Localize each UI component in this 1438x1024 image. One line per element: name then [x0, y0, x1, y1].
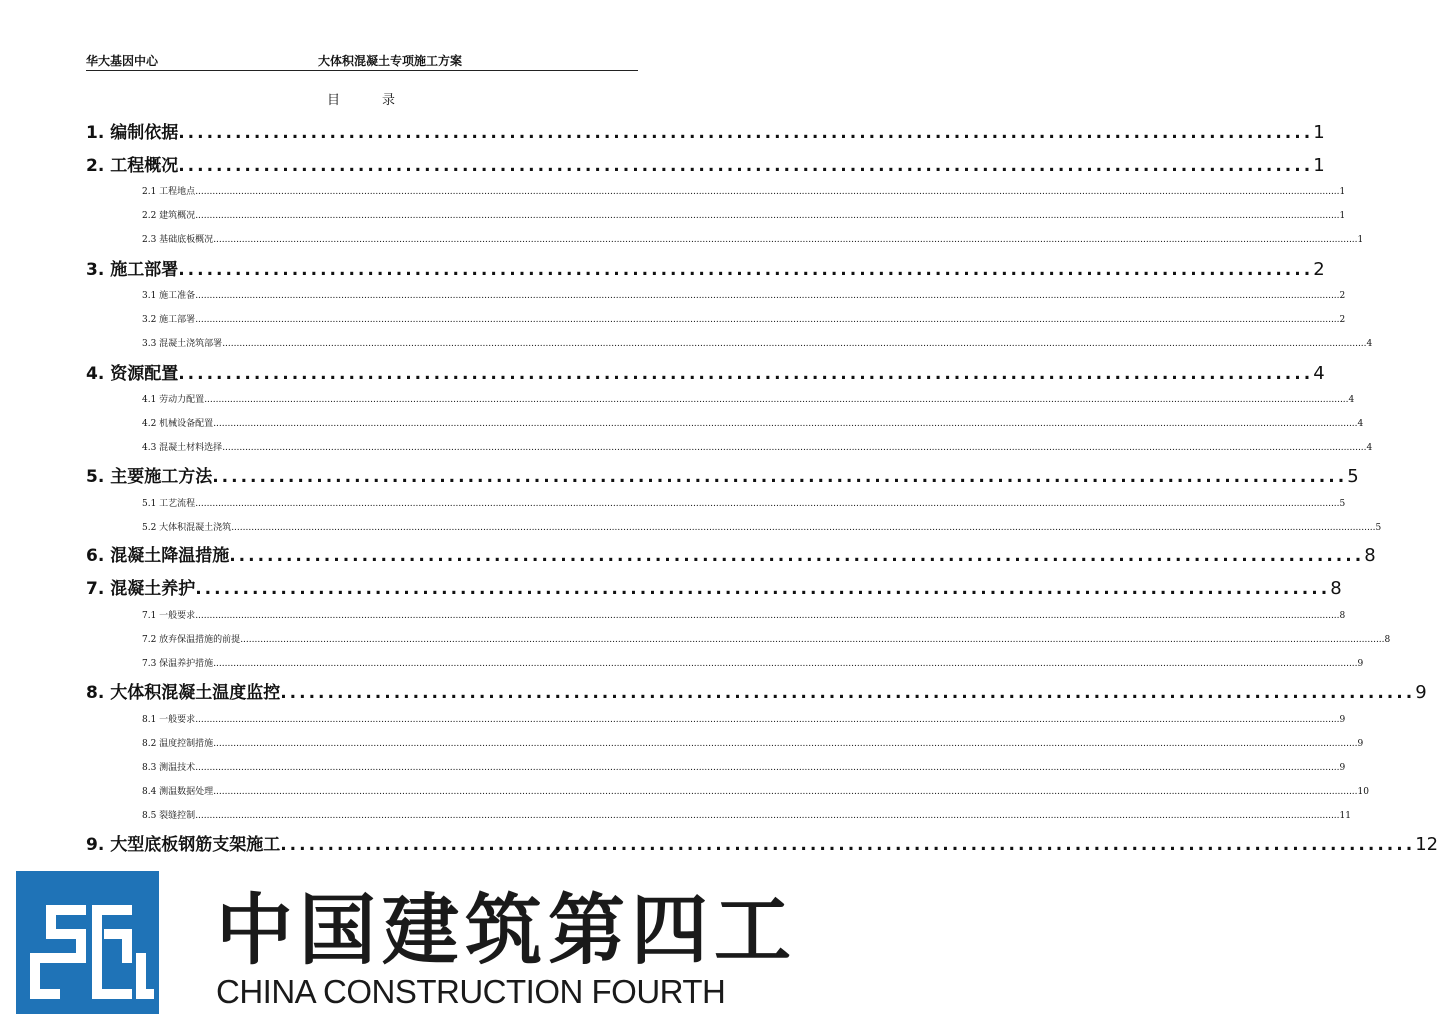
toc-section-entry[interactable]	[142, 760, 1346, 774]
cscec-logo-icon	[16, 871, 159, 1014]
toc-page-number: 1	[1339, 211, 1346, 221]
toc-section-entry[interactable]	[142, 608, 1346, 622]
toc-page-number: 8	[1364, 545, 1376, 566]
toc-section-entry[interactable]	[142, 712, 1346, 726]
toc-page-number: 11	[1339, 811, 1351, 821]
toc-section-entry[interactable]	[142, 288, 1346, 302]
toc-page-number: 9	[1415, 682, 1427, 703]
toc-leader-dots: ................................................................................................................................................................................................................................................................................................................................................................................................................	[222, 339, 1367, 349]
toc-page-number: 9	[1339, 763, 1346, 773]
toc-leader-dots: ........................................................................................................................	[280, 835, 1416, 855]
toc-section-entry[interactable]	[142, 656, 1364, 670]
toc-page-number: 4	[1348, 395, 1355, 405]
toc-section-entry[interactable]	[142, 184, 1346, 198]
toc-entry-label: 8.5 裂缝控制	[142, 811, 196, 821]
toc-leader-dots: ........................................................................................................................	[178, 260, 1314, 280]
toc-entry-label: 5.2 大体积混凝土浇筑	[142, 523, 232, 533]
toc-leader-dots: ........................................................................................................................	[178, 123, 1314, 143]
toc-entry-label: 3.1 施工准备	[142, 291, 196, 301]
header-left-text: 华大基因中心	[86, 54, 159, 68]
toc-entry-label: 2.2 建筑概况	[142, 211, 196, 221]
toc-entry-label: 9. 大型底板钢筋支架施工	[86, 835, 281, 855]
header-document-title: 大体积混凝土专项施工方案	[318, 54, 463, 68]
toc-section-entry[interactable]	[142, 312, 1346, 326]
toc-page-number: 1	[1313, 122, 1325, 143]
toc-leader-dots: ................................................................................................................................................................................................................................................................................................................................................................................................................	[213, 419, 1358, 429]
toc-leader-dots: ................................................................................................................................................................................................................................................................................................................................................................................................................	[195, 499, 1340, 509]
toc-page-number: 4	[1366, 339, 1373, 349]
page-header	[86, 50, 638, 71]
toc-page-number: 2	[1313, 259, 1325, 280]
toc-leader-dots: ................................................................................................................................................................................................................................................................................................................................................................................................................	[204, 395, 1349, 405]
toc-page-number: 1	[1339, 187, 1346, 197]
toc-entry-label: 4.3 混凝土材料选择	[142, 443, 223, 453]
toc-entry-label: 5. 主要施工方法	[86, 467, 213, 487]
toc-section-entry[interactable]	[142, 416, 1364, 430]
company-name-chinese: 中国建筑第四工	[216, 887, 797, 976]
toc-entry-label: 4.1 劳动力配置	[142, 395, 205, 405]
toc-leader-dots: ................................................................................................................................................................................................................................................................................................................................................................................................................	[195, 211, 1340, 221]
toc-section-entry[interactable]	[142, 736, 1364, 750]
toc-heading-part1: 目	[326, 93, 342, 108]
toc-chapter-entry[interactable]	[86, 830, 1438, 856]
toc-leader-dots: ................................................................................................................................................................................................................................................................................................................................................................................................................	[240, 635, 1385, 645]
toc-leader-dots: ................................................................................................................................................................................................................................................................................................................................................................................................................	[213, 659, 1358, 669]
toc-leader-dots: ................................................................................................................................................................................................................................................................................................................................................................................................................	[195, 763, 1340, 773]
toc-leader-dots: ................................................................................................................................................................................................................................................................................................................................................................................................................	[195, 811, 1340, 821]
toc-heading-part2: 录	[382, 93, 398, 108]
toc-entry-label: 4. 资源配置	[86, 364, 179, 384]
toc-entry-label: 1. 编制依据	[86, 123, 179, 143]
toc-page-number: 4	[1313, 363, 1325, 384]
toc-page-number: 9	[1357, 739, 1364, 749]
toc-leader-dots: ................................................................................................................................................................................................................................................................................................................................................................................................................	[213, 787, 1358, 797]
toc-leader-dots: ................................................................................................................................................................................................................................................................................................................................................................................................................	[222, 443, 1367, 453]
toc-section-entry[interactable]	[142, 784, 1369, 798]
toc-page-number: 8	[1330, 578, 1342, 599]
toc-leader-dots: ................................................................................................................................................................................................................................................................................................................................................................................................................	[195, 315, 1340, 325]
toc-entry-label: 4.2 机械设备配置	[142, 419, 214, 429]
toc-section-entry[interactable]	[142, 632, 1391, 646]
toc-chapter-entry[interactable]	[86, 462, 1359, 488]
toc-page-number: 5	[1347, 466, 1359, 487]
toc-page-number: 10	[1357, 787, 1369, 797]
company-name-english: CHINA CONSTRUCTION FOURTH	[216, 973, 726, 1010]
toc-chapter-entry[interactable]	[86, 359, 1325, 385]
cscec-logo	[16, 871, 159, 1014]
toc-page-number: 9	[1357, 659, 1364, 669]
toc-section-entry[interactable]	[142, 232, 1364, 246]
toc-page-number: 2	[1339, 291, 1346, 301]
toc-section-entry[interactable]	[142, 440, 1373, 454]
toc-entry-label: 3. 施工部署	[86, 260, 179, 280]
toc-section-entry[interactable]	[142, 336, 1373, 350]
toc-leader-dots: ........................................................................................................................	[178, 364, 1314, 384]
toc-heading	[0, 89, 724, 108]
toc-section-entry[interactable]	[142, 496, 1346, 510]
toc-page-number: 8	[1384, 635, 1391, 645]
toc-page-number: 4	[1357, 419, 1364, 429]
toc-entry-label: 3.2 施工部署	[142, 315, 196, 325]
toc-entry-label: 7.3 保温养护措施	[142, 659, 214, 669]
toc-leader-dots: ................................................................................................................................................................................................................................................................................................................................................................................................................	[195, 715, 1340, 725]
toc-entry-label: 2.1 工程地点	[142, 187, 196, 197]
toc-leader-dots: ................................................................................................................................................................................................................................................................................................................................................................................................................	[195, 291, 1340, 301]
toc-entry-label: 5.1 工艺流程	[142, 499, 196, 509]
toc-entry-label: 8.4 测温数据处理	[142, 787, 214, 797]
toc-section-entry[interactable]	[142, 392, 1355, 406]
toc-chapter-entry[interactable]	[86, 118, 1325, 144]
toc-entry-label: 8.3 测温技术	[142, 763, 196, 773]
toc-section-entry[interactable]	[142, 208, 1346, 222]
toc-entry-label: 3.3 混凝土浇筑部署	[142, 339, 223, 349]
toc-leader-dots: ........................................................................................................................	[178, 156, 1314, 176]
toc-leader-dots: ................................................................................................................................................................................................................................................................................................................................................................................................................	[231, 523, 1376, 533]
toc-page-number: 1	[1357, 235, 1364, 245]
toc-entry-label: 7.2 放弃保温措施的前提	[142, 635, 241, 645]
toc-page-number: 2	[1339, 315, 1346, 325]
toc-section-entry[interactable]	[142, 520, 1382, 534]
toc-chapter-entry[interactable]	[86, 678, 1427, 704]
toc-entry-label: 6. 混凝土降温措施	[86, 546, 230, 566]
toc-leader-dots: ........................................................................................................................	[229, 546, 1365, 566]
toc-page-number: 1	[1313, 155, 1325, 176]
toc-entry-label: 2.3 基础底板概况	[142, 235, 214, 245]
toc-entry-label: 7. 混凝土养护	[86, 579, 196, 599]
toc-page-number: 5	[1339, 499, 1346, 509]
toc-page-number: 5	[1375, 523, 1382, 533]
toc-entry-label: 8. 大体积混凝土温度监控	[86, 683, 281, 703]
toc-page-number: 12	[1415, 834, 1438, 855]
company-banner	[0, 855, 797, 1024]
toc-leader-dots: ................................................................................................................................................................................................................................................................................................................................................................................................................	[213, 739, 1358, 749]
toc-section-entry[interactable]	[142, 808, 1351, 822]
toc-entry-label: 7.1 一般要求	[142, 611, 196, 621]
toc-leader-dots: ................................................................................................................................................................................................................................................................................................................................................................................................................	[195, 187, 1340, 197]
toc-page-number: 8	[1339, 611, 1346, 621]
toc-leader-dots: ........................................................................................................................	[195, 579, 1331, 599]
toc-chapter-entry[interactable]	[86, 151, 1325, 177]
toc-chapter-entry[interactable]	[86, 255, 1325, 281]
toc-page-number: 4	[1366, 443, 1373, 453]
toc-entry-label: 2. 工程概况	[86, 156, 179, 176]
toc-entry-label: 8.2 温度控制措施	[142, 739, 214, 749]
toc-leader-dots: ........................................................................................................................	[212, 467, 1348, 487]
toc-leader-dots: ................................................................................................................................................................................................................................................................................................................................................................................................................	[195, 611, 1340, 621]
toc-entry-label: 8.1 一般要求	[142, 715, 196, 725]
toc-leader-dots: ........................................................................................................................	[280, 683, 1416, 703]
toc-leader-dots: ................................................................................................................................................................................................................................................................................................................................................................................................................	[213, 235, 1358, 245]
toc-chapter-entry[interactable]	[86, 541, 1376, 567]
toc-page-number: 9	[1339, 715, 1346, 725]
toc-chapter-entry[interactable]	[86, 574, 1342, 600]
